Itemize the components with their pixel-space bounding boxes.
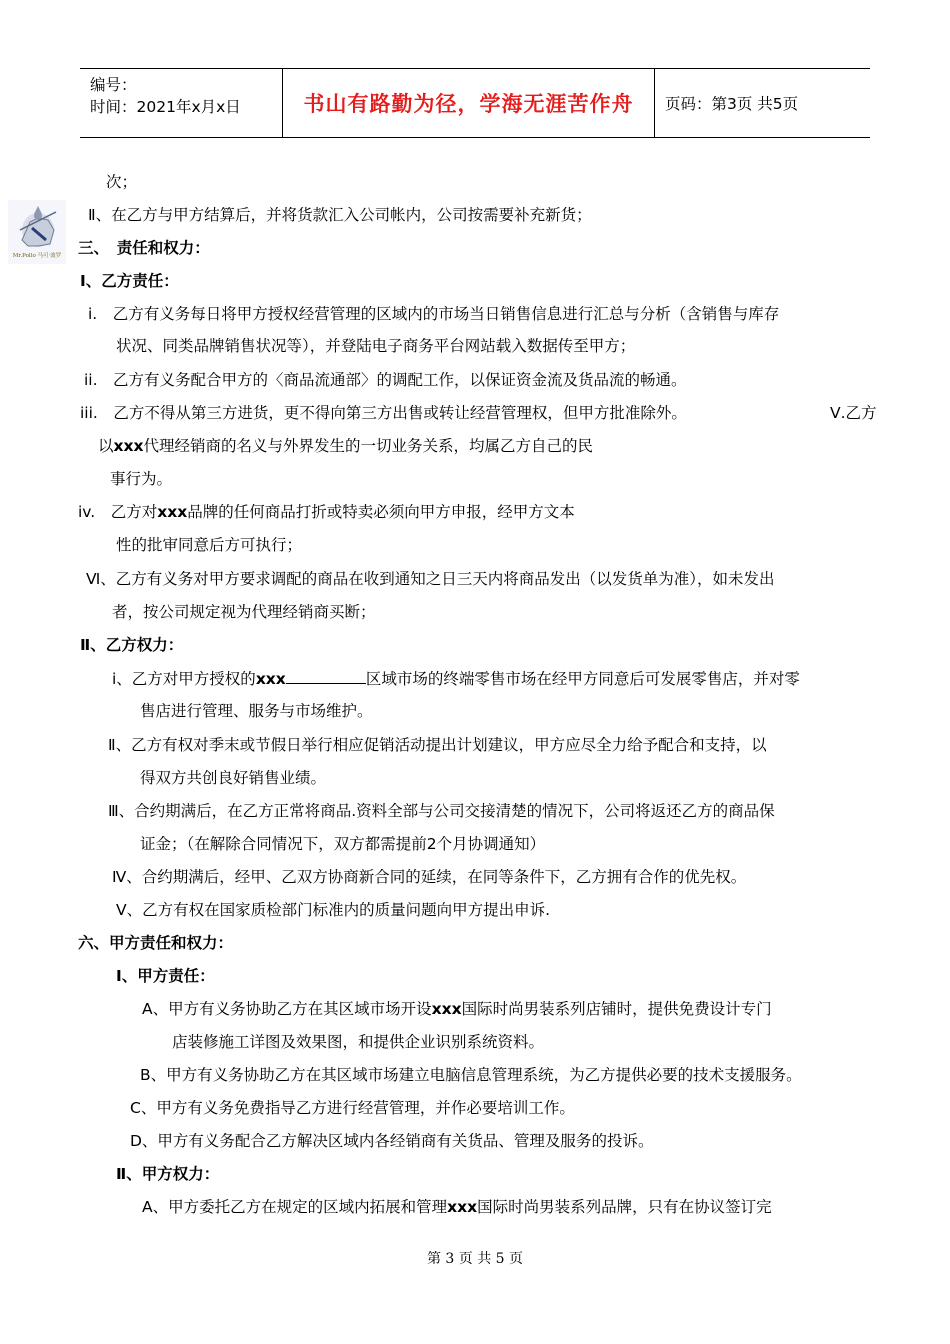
header-meta — [80, 69, 282, 137]
text-line — [112, 668, 800, 689]
page-info: 页码：第3页 共5页 — [665, 95, 799, 113]
brand-logo — [8, 200, 66, 264]
text-line: 事行为。 — [110, 470, 173, 488]
header-page-cell — [655, 69, 870, 137]
text-segment: 区域市场的终端零售市场在经甲方同意后可发展零售店，并对零 — [365, 670, 800, 688]
text-line: 证金；（在解除合同情况下，双方都需提前2个月协调通知） — [140, 835, 546, 853]
text-line: Ⅱ、乙方有权对季末或节假日举行相应促销活动提出计划建议，甲方应尽全力给予配合和支持，以 — [108, 736, 767, 754]
doc-code: 编号： — [90, 76, 137, 94]
subsection-heading: Ⅰ、甲方责任： — [116, 967, 215, 985]
text-line: Ⅴ、乙方有权在国家质检部门标准内的质量问题向甲方提出申诉. — [116, 901, 551, 919]
placeholder-brand: xxx — [431, 1000, 462, 1018]
page-footer: 第 3 页 共 5 页 — [426, 1251, 524, 1267]
text-line: 次； — [106, 173, 138, 191]
text-line: 者，按公司规定视为代理经销商买断； — [112, 603, 376, 621]
placeholder-brand: xxx — [113, 437, 144, 455]
text-line: 以xxx代理经销商的名义与外界发生的一切业务关系，均属乙方自己的民 — [98, 437, 594, 455]
page-header — [80, 68, 870, 138]
text-line: D、甲方有义务配合乙方解决区域内各经销商有关货品、管理及服务的投诉。 — [130, 1132, 654, 1150]
subsection-heading: Ⅱ、甲方权力： — [116, 1165, 220, 1183]
text-line: 性的批审同意后方可执行； — [116, 536, 303, 554]
text-line: A、甲方有义务协助乙方在其区域市场开设xxx国际时尚男装系列店铺时，提供免费设计专门 — [142, 1000, 772, 1018]
fill-blank — [286, 668, 366, 684]
text-line: ii. 乙方有义务配合甲方的〈商品流通部〉的调配工作，以保证资金流及货品流的畅通。 — [84, 371, 687, 389]
placeholder-brand: xxx — [255, 670, 286, 688]
text-line: B、甲方有义务协助乙方在其区域市场建立电脑信息管理系统，为乙方提供必要的技术支援服务。 — [140, 1066, 802, 1084]
header-motto-cell — [282, 69, 655, 137]
text-line: C、甲方有义务免费指导乙方进行经营管理，并作必要培训工作。 — [130, 1099, 575, 1117]
logo-text: Mr.Pollo 马可·波罗 — [12, 253, 62, 259]
text-line: Ⅳ、合约期满后，经甲、乙双方协商新合同的延续，在同等条件下，乙方拥有合作的优先权。 — [112, 868, 747, 886]
motto: 书山有路勤为径，学海无涯苦作舟 — [303, 92, 634, 116]
subsection-heading: Ⅰ、乙方责任： — [80, 272, 179, 290]
section-heading: 六、甲方责任和权力： — [78, 934, 234, 952]
text-line: Ⅱ、在乙方与甲方结算后，并将货款汇入公司帐内，公司按需要补充新货； — [88, 206, 592, 224]
text-line: Ⅴ.乙方 — [830, 404, 877, 422]
text-line: 售店进行管理、服务与市场维护。 — [140, 702, 373, 720]
text-line: i. 乙方有义务每日将甲方授权经营管理的区域内的市场当日销售信息进行汇总与分析（含销售与库存 — [88, 305, 780, 323]
section-heading: 三、 责任和权力： — [78, 239, 210, 257]
text-line: iv. 乙方对xxx品牌的任何商品打折或特卖必须向甲方申报，经甲方文本 — [78, 503, 575, 521]
text-line: iii. 乙方不得从第三方进货，更不得向第三方出售或转让经营管理权，但甲方批准除外。 — [80, 404, 687, 422]
subsection-heading: Ⅱ、乙方权力： — [80, 636, 184, 654]
text-line: 状况、同类品牌销售状况等），并登陆电子商务平台网站载入数据传至甲方； — [116, 337, 636, 355]
text-line: Ⅵ、乙方有义务对甲方要求调配的商品在收到通知之日三天内将商品发出（以发货单为准），如未发出 — [86, 570, 775, 588]
text-line: 店装修施工详图及效果图，和提供企业识别系统资料。 — [172, 1033, 545, 1051]
placeholder-brand: xxx — [157, 503, 188, 521]
text-line: A、甲方委托乙方在规定的区域内拓展和管理xxx国际时尚男装系列品牌，只有在协议签订完 — [142, 1198, 772, 1216]
text-line: Ⅲ、合约期满后，在乙方正常将商品.资料全部与公司交接清楚的情况下，公司将返还乙方的商品保 — [108, 802, 775, 820]
text-line: 得双方共创良好销售业绩。 — [140, 769, 327, 787]
text-segment: ⅰ、乙方对甲方授权的xxx — [112, 670, 286, 688]
doc-date: 时间：2021年x月x日 — [90, 98, 241, 116]
placeholder-brand: xxx — [447, 1198, 478, 1216]
